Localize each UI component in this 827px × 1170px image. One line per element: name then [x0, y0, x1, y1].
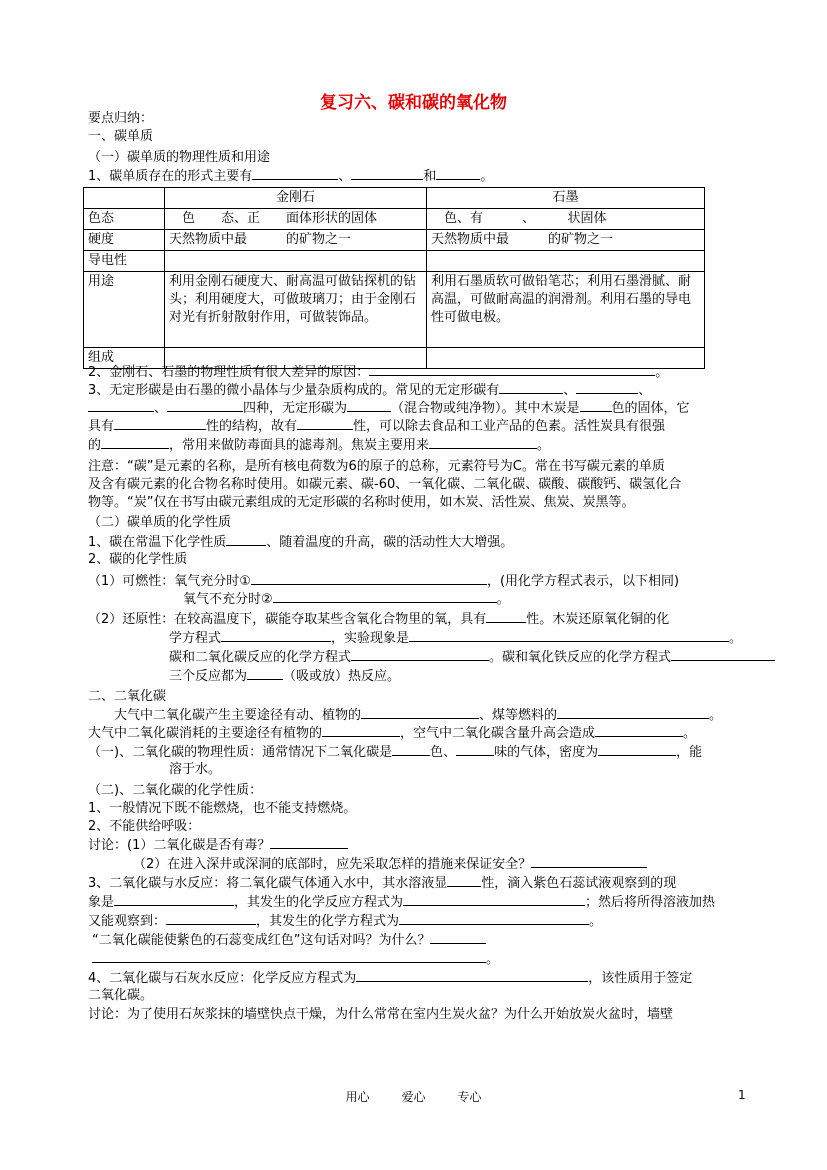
text-line: 2、不能供给呼吸：	[88, 819, 201, 834]
footer-text: 专心	[457, 1090, 482, 1104]
table-row-label: 色态	[84, 209, 165, 230]
text-line: 1、碳在常温下化学性质 、随着温度的升高，碳的活动性大大增强。	[88, 535, 514, 550]
table-cell: 色 态、正 面体形状的固体	[165, 209, 427, 230]
note-line: 注意：“碳”是元素的名称，是所有核电荷数为6的原子的总称，元素符号为C。常在书写碳元素的单质	[88, 459, 665, 474]
table-cell: 色、有 、 状固体	[427, 209, 705, 230]
subsection-heading: （二)、二氧化碳的化学性质：	[88, 783, 263, 798]
page-number: 1	[738, 1088, 746, 1102]
table-cell: 利用石墨质软可做铅笔芯；利用石墨滑腻、耐高温，可做耐高温的润滑剂。利用石墨的导电性可做电极。	[427, 272, 705, 348]
text-line: 讨论：(1）二氧化碳是否有毒？	[88, 836, 348, 855]
text-line: 具有 性的结构，故有 性，可以除去食品和工业产品的色素。活性炭具有很强	[88, 419, 666, 434]
table-header-cell	[84, 188, 165, 209]
text-line: 溶于水。	[169, 762, 222, 777]
section-heading: 一、碳单质	[88, 129, 154, 144]
table-cell: 天然物质中最 的矿物之一	[427, 230, 705, 251]
comparison-table	[83, 187, 705, 369]
note-line: 及含有碳元素的化合物名称时使用。如碳元素、碳-60、一氧化碳、二氧化碳、碳酸、碳酸钙、碳氢化合	[88, 477, 682, 492]
text-line: （2）在进入深井或深洞的底部时，应先采取怎样的措施来保证安全？	[133, 855, 647, 874]
text-line: 象是 ，其发生的化学反应方程式为 ；然后将所得溶液加热	[88, 895, 716, 910]
text-line: 又能观察到： ，其发生的化学方程式为 。	[88, 914, 603, 929]
text-line: 碳和二氧化碳反应的化学方程式 。碳和氧化铁反应的化学方程式	[169, 648, 775, 667]
text-line: 2、金刚石、石墨的物理性质有很大差异的原因： 。	[88, 365, 669, 380]
table-row-label: 硬度	[84, 230, 165, 251]
text-line: 大气中二氧化碳产生主要途径有动、植物的 、煤等燃料的 。	[114, 708, 723, 723]
text-line: 大气中二氧化碳消耗的主要途径有植物的 ，空气中二氧化碳含量升高会造成 。	[88, 726, 697, 741]
table-cell: 天然物质中最 的矿物之一	[165, 230, 427, 251]
text-line: 。	[92, 950, 499, 969]
note-line: 物等。“炭”仅在书写由碳元素组成的无定形碳的名称时使用，如木炭、活性炭、焦炭、炭黑等。	[88, 495, 635, 510]
section-heading: 二、二氧化碳	[88, 689, 167, 704]
table-header-cell: 石墨	[427, 188, 705, 209]
table-header-cell: 金刚石	[165, 188, 427, 209]
text-line: （一)、二氧化碳的物理性质：通常情况下二氧化碳是 色、 味的气体，密度为 ，能	[88, 745, 703, 760]
text-line: 学方程式 ，实验现象是 。	[169, 631, 743, 646]
text-line: 1、一般情况下既不能燃烧，也不能支持燃烧。	[88, 801, 357, 816]
text-line: 1、碳单质存在的形式主要有 、 和 。	[88, 169, 494, 184]
footer-text: 爱心	[401, 1090, 426, 1104]
footer-text: 用心	[345, 1090, 370, 1104]
text-line: 2、碳的化学性质	[88, 552, 188, 567]
subsection-heading: （二）碳单质的化学性质	[88, 515, 232, 530]
table-cell	[427, 251, 705, 272]
page-footer	[0, 1088, 827, 1105]
table-cell	[165, 251, 427, 272]
table-row-label: 导电性	[84, 251, 165, 272]
text-line: “二氧化碳能使紫色的石蕊变成红色”这句话对吗？为什么？	[92, 931, 486, 950]
text-line: 3、二氧化碳与水反应：将二氧化碳气体通入水中，其水溶液显 性，滴入紫色石蕊试液观察到的现	[88, 876, 677, 891]
text-line: 二氧化碳。	[88, 988, 154, 1003]
table-row-label: 组成	[84, 348, 165, 369]
text-line: 4、二氧化碳与石灰水反应：化学反应方程式为 ，该性质用于签定	[88, 971, 693, 986]
text-line: （2）还原性：在较高温度下，碳能夺取某些含氧化合物里的氧，具有 性。木炭还原氧化铜的化	[88, 612, 670, 627]
page-title: 复习六、碳和碳的氧化物	[320, 93, 507, 113]
subsection-heading: （一）碳单质的物理性质和用途	[88, 150, 271, 165]
summary-heading: 要点归纳：	[88, 111, 154, 126]
text-line: （1）可燃性：氧气充分时① ，(用化学方程式表示，以下相同)	[88, 574, 680, 589]
table-row-label: 用途	[84, 272, 165, 348]
table-cell: 利用金刚石硬度大、耐高温可做钻探机的钻头；利用硬度大，可做玻璃刀；由于金刚石对光有折射散射作用，可做装饰品。	[165, 272, 427, 348]
text-line: 3、无定形碳是由石墨的微小晶体与少量杂质构成的。常见的无定形碳有 、 、	[88, 383, 652, 398]
text-line: 的 ，常用来做防毒面具的滤毒剂。焦炭主要用来 。	[88, 438, 551, 453]
text-line: 、 四种，无定形碳为 （混合物或纯净物）。其中木炭是 色的固体，它	[88, 399, 690, 418]
text-line: 讨论：为了使用石灰浆抹的墙壁快点干燥，为什么常常在室内生炭火盆？为什么开始放炭火盆时，墙壁	[88, 1007, 674, 1022]
text-line: 三个反应都为 （吸或放）热反应。	[169, 669, 401, 684]
text-line: 氧气不充分时② 。	[183, 592, 510, 607]
